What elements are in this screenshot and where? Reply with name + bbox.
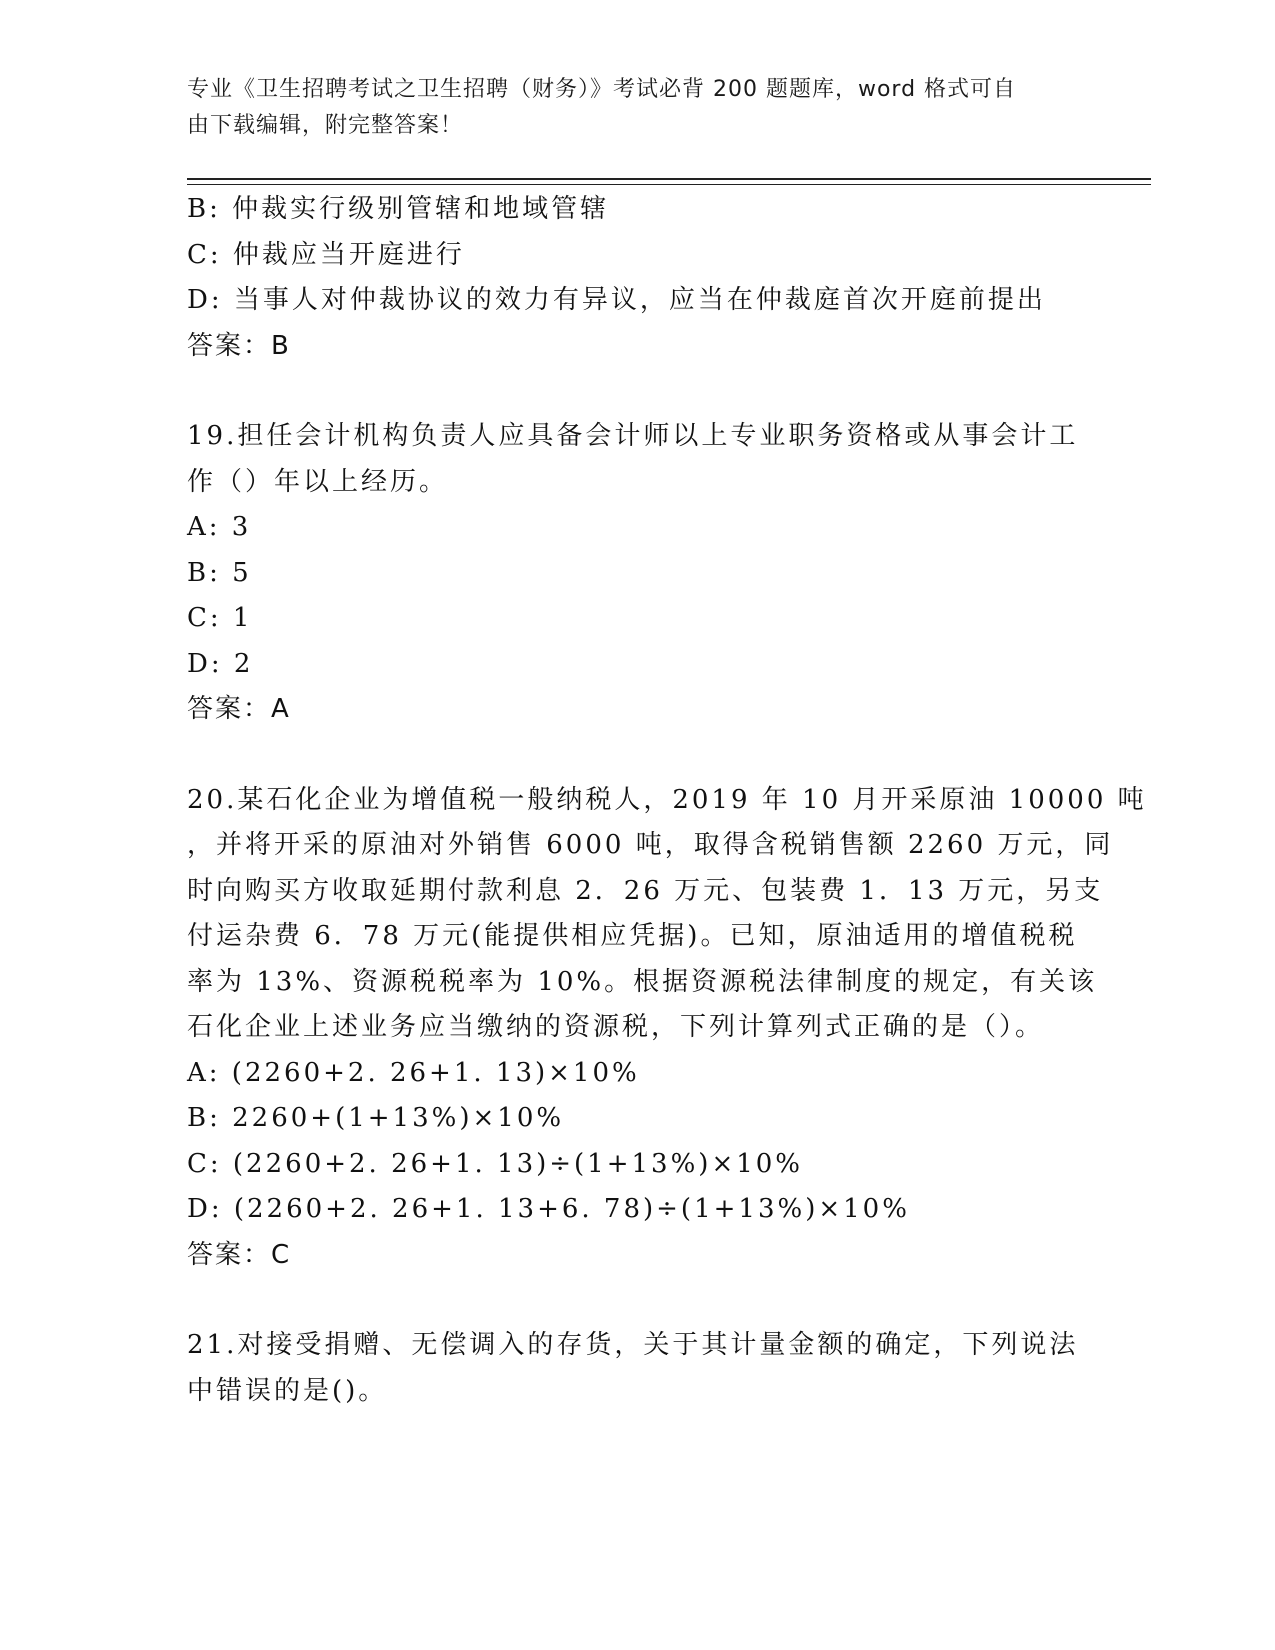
- question-text-line: 时向购买方收取延期付款利息 2．26 万元、包装费 1．13 万元，另支: [187, 875, 1104, 906]
- question-text-line: 付运杂费 6．78 万元(能提供相应凭据)。已知，原油适用的增值税税: [187, 921, 1078, 951]
- option-d: D: 2: [187, 648, 254, 679]
- answer: 答案：A: [187, 694, 291, 724]
- question-text-line: 作（）年以上经历。: [187, 466, 449, 497]
- question-text-line: 21.对接受捐赠、无偿调入的存货，关于其计量金额的确定，下列说法: [187, 1330, 1079, 1360]
- option-d: D: 当事人对仲裁协议的效力有异议，应当在仲裁庭首次开庭前提出: [187, 285, 1046, 315]
- spacer: [187, 369, 1077, 414]
- question-text-line: ，并将开采的原油对外销售 6000 吨，取得含税销售额 2260 万元，同: [187, 830, 1114, 860]
- option-b: B: 仲裁实行级别管辖和地域管辖: [187, 194, 610, 224]
- answer: 答案：B: [187, 330, 291, 361]
- header-divider-thin: [187, 184, 1151, 185]
- spacer: [187, 1278, 1077, 1323]
- option-d: D: (2260+2. 26+1. 13+6. 78)÷(1+13%)×10%: [187, 1194, 910, 1224]
- header-line-2: 由下载编辑，附完整答案！: [187, 113, 464, 138]
- question-text-line: 20.某石化企业为增值税一般纳税人，2019 年 10 月开采原油 10000 吨: [187, 784, 1147, 815]
- option-c: C: 1: [187, 603, 253, 633]
- question-21: [187, 1323, 1077, 1414]
- option-b: B: 2260+(1+13%)×10%: [187, 1103, 565, 1133]
- option-a: A: 3: [187, 512, 252, 542]
- option-c: C: 仲裁应当开庭进行: [187, 239, 465, 270]
- question-19: [187, 414, 1077, 733]
- option-c: C: (2260+2. 26+1. 13)÷(1+13%)×10%: [187, 1148, 804, 1179]
- question-content: [187, 187, 1147, 1414]
- option-a: A: (2260+2. 26+1. 13)×10%: [187, 1057, 640, 1088]
- header-divider-thick: [187, 178, 1151, 180]
- document-header: [187, 72, 1067, 144]
- option-b: B: 5: [187, 557, 252, 588]
- question-18: [187, 187, 1077, 369]
- question-text-line: 率为 13%、资源税税率为 10%。根据资源税法律制度的规定，有关该: [187, 966, 1098, 997]
- question-text-line: 石化企业上述业务应当缴纳的资源税，下列计算列式正确的是（）。: [187, 1012, 1045, 1042]
- answer: 答案：C: [187, 1239, 292, 1270]
- header-line-1: 专业《卫生招聘考试之卫生招聘（财务）》考试必背 200 题题库，word 格式可自: [187, 77, 1017, 102]
- question-text-line: 中错误的是()。: [187, 1375, 388, 1406]
- question-20: [187, 778, 1147, 1279]
- question-text-line: 19.担任会计机构负责人应具备会计师以上专业职务资格或从事会计工: [187, 421, 1079, 451]
- spacer: [187, 733, 1077, 778]
